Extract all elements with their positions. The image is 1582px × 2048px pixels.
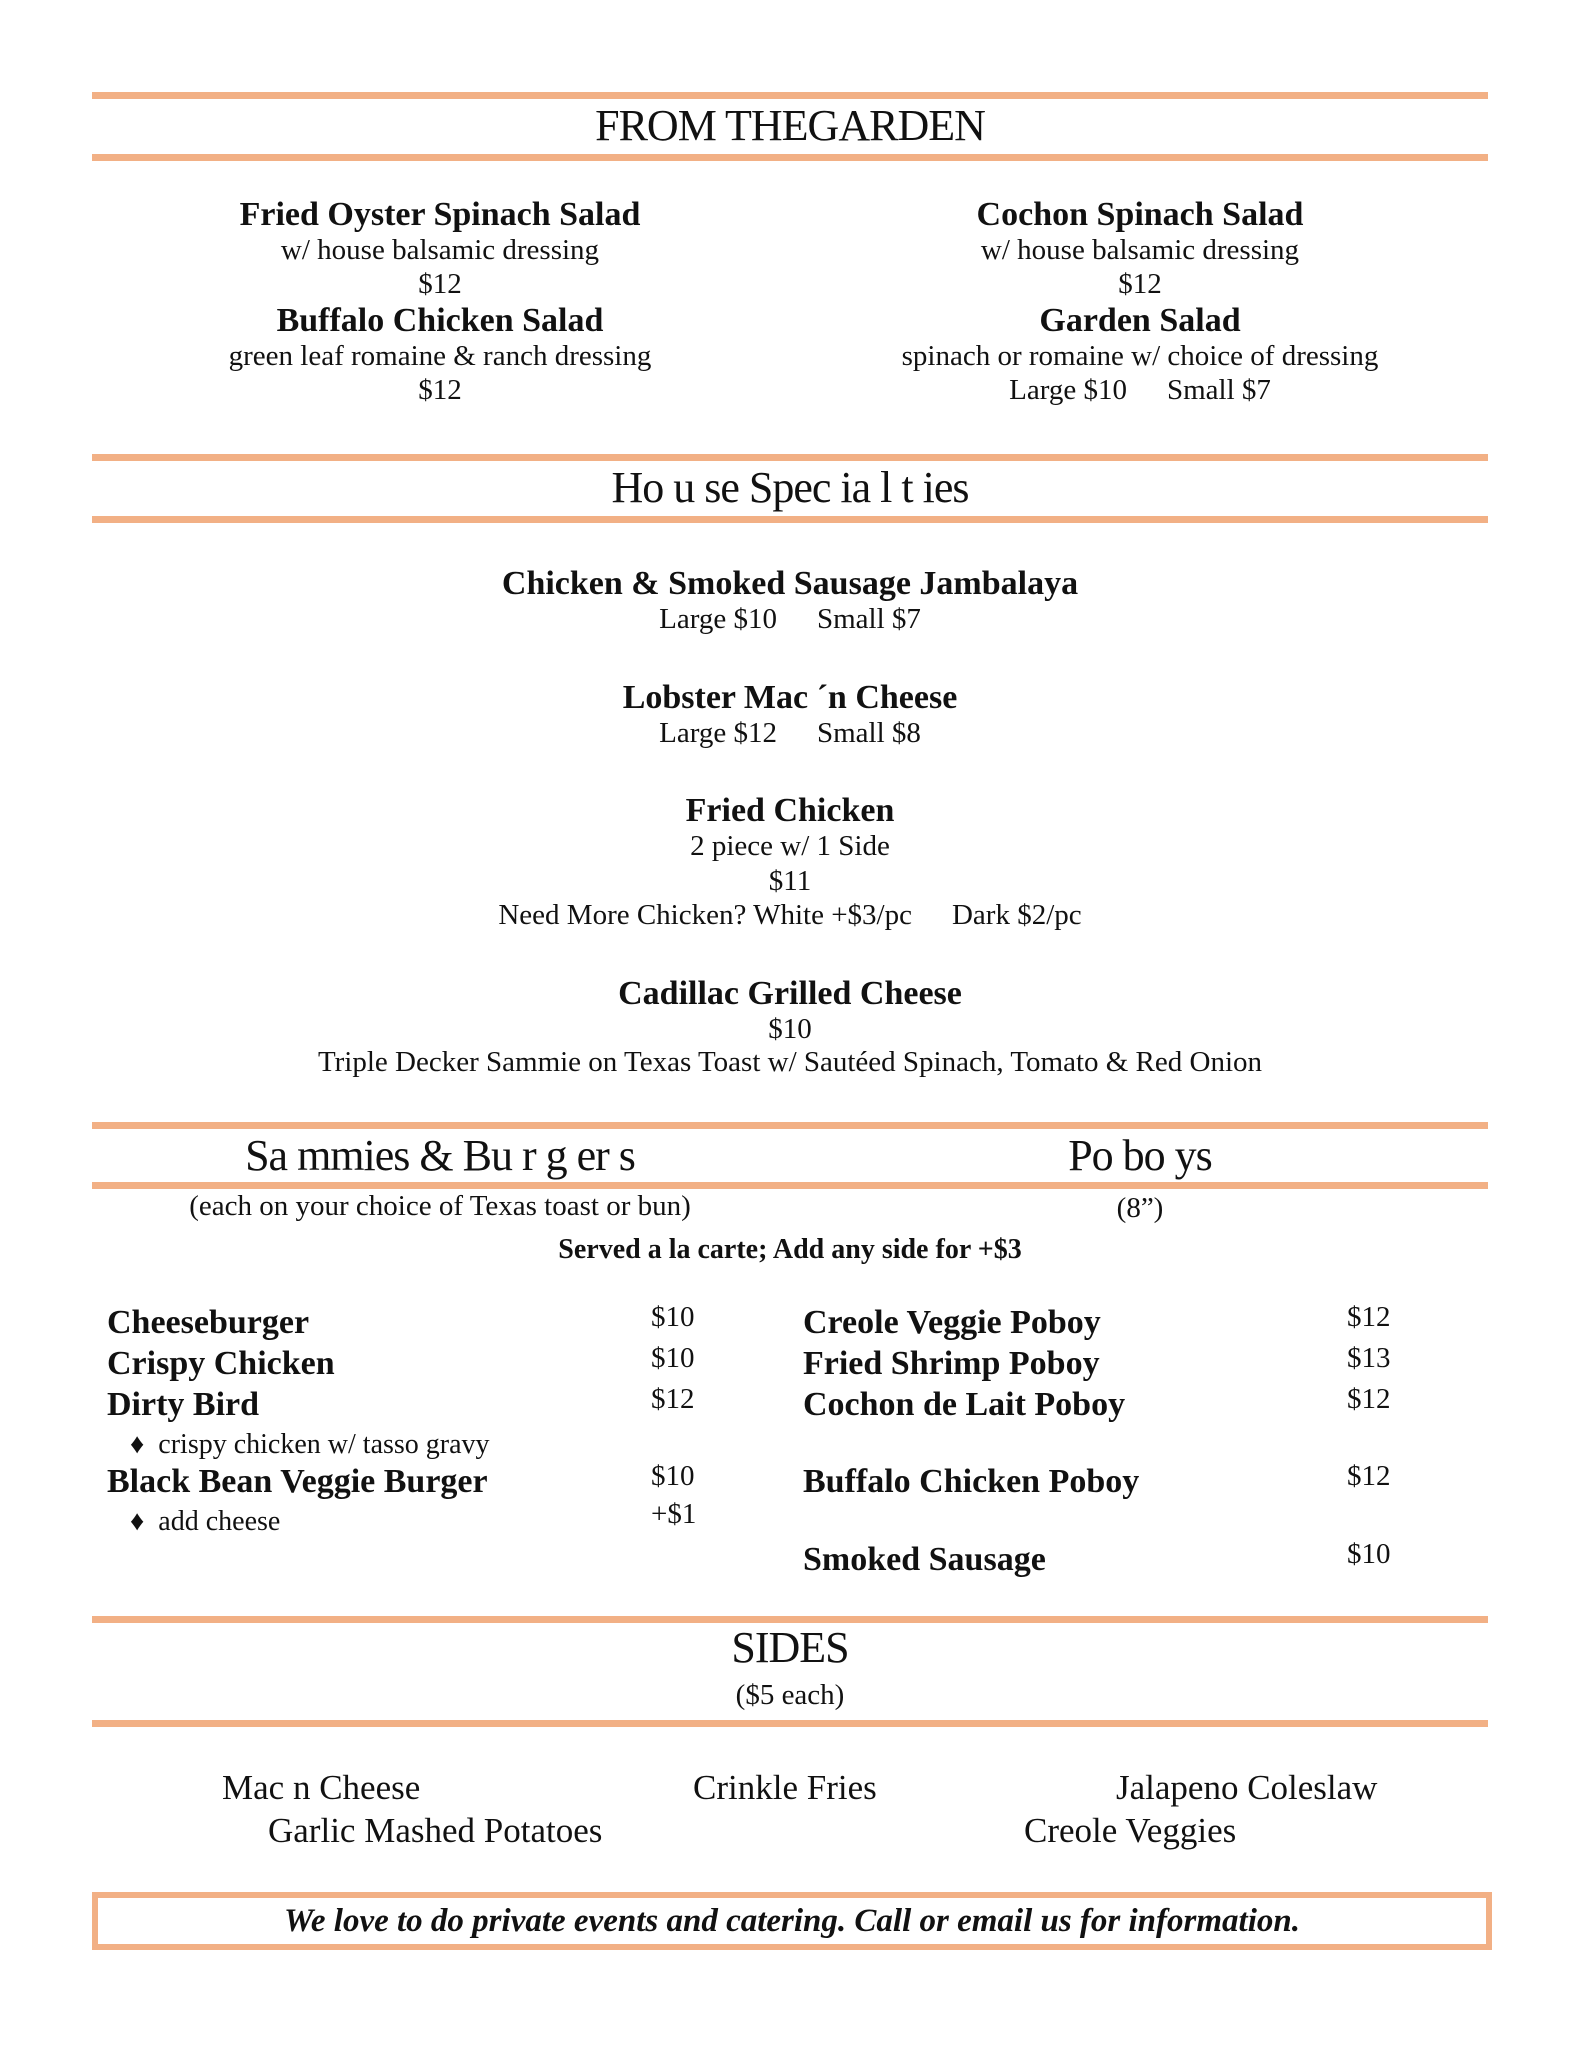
- section-rule: [92, 1122, 1488, 1129]
- item-name: Black Bean Veggie Burger: [107, 1463, 488, 1500]
- item-name: Smoked Sausage: [803, 1541, 1046, 1578]
- price-small: Small $7: [816, 603, 921, 635]
- section-rule: [92, 154, 1488, 161]
- sammies-title: Sa mmies & Bu r g er s: [245, 1131, 635, 1180]
- item-price: $12: [1347, 1301, 1391, 1333]
- sub-text: crispy chicken w/ tasso gravy: [158, 1429, 490, 1460]
- item-name: Chicken & Smoked Sausage Jambalaya: [501, 565, 1079, 602]
- item-desc: w/ house balsamic dressing: [980, 234, 1300, 266]
- price-large: Large $10: [659, 603, 777, 635]
- price-large: Large $10: [1009, 374, 1127, 406]
- side-item: Mac n Cheese: [222, 1768, 421, 1807]
- side-item: Garlic Mashed Potatoes: [268, 1811, 603, 1850]
- poboy-item: [803, 1540, 1046, 1580]
- poboy-item: [803, 1303, 1101, 1343]
- item-name: Fried Shrimp Poboy: [803, 1345, 1100, 1382]
- sammies-subtitle: (each on your choice of Texas toast or bun): [189, 1190, 691, 1222]
- item-price: $10: [651, 1460, 695, 1492]
- item-price: $12: [651, 1383, 695, 1415]
- section-rule: [92, 454, 1488, 461]
- item-name: Buffalo Chicken Salad: [276, 302, 604, 339]
- garden-left-column: [140, 196, 740, 408]
- garden-right-column: [830, 196, 1450, 408]
- specialty-fried-chicken: [92, 792, 1488, 932]
- item-price: $12: [1347, 1460, 1391, 1492]
- item-price: $11: [768, 865, 812, 897]
- item-name: Creole Veggie Poboy: [803, 1304, 1101, 1341]
- item-price: [830, 373, 1450, 408]
- item-name: Cochon Spinach Salad: [976, 196, 1304, 233]
- item-price: $12: [418, 268, 462, 300]
- item-name: Crispy Chicken: [107, 1345, 335, 1382]
- item-name: Buffalo Chicken Poboy: [803, 1463, 1140, 1500]
- section-rule: [92, 1720, 1488, 1727]
- sammie-item: [107, 1462, 488, 1502]
- item-name: Fried Chicken: [685, 792, 895, 829]
- section-rule: [92, 92, 1488, 99]
- section-rule: [92, 1182, 1488, 1189]
- sides-subtitle: ($5 each): [735, 1679, 845, 1711]
- item-name: Lobster Mac ´n Cheese: [622, 679, 958, 716]
- item-sub: [130, 1505, 280, 1539]
- catering-footer: We love to do private events and catering. Call or email us for information.: [92, 1892, 1492, 1950]
- item-price: [92, 603, 1488, 636]
- sides-title: SIDES: [731, 1623, 849, 1672]
- poboys-title: Po bo ys: [1068, 1131, 1212, 1180]
- sub-price: +$1: [651, 1498, 697, 1530]
- item-price: $12: [1347, 1383, 1391, 1415]
- sammie-item: [107, 1344, 335, 1384]
- item-price: $13: [1347, 1342, 1391, 1374]
- item-name: Fried Oyster Spinach Salad: [239, 196, 641, 233]
- poboy-item: [803, 1344, 1100, 1384]
- item-name: Dirty Bird: [107, 1386, 260, 1423]
- price-small: Small $7: [1166, 374, 1271, 406]
- item-name: Garden Salad: [1039, 302, 1241, 339]
- item-sub: [130, 1428, 490, 1462]
- item-price: $10: [651, 1342, 695, 1374]
- extra-dark: Dark $2/pc: [951, 899, 1082, 931]
- specialties-title: Ho u se Spec ia l t ies: [611, 463, 969, 512]
- poboy-item: [803, 1462, 1139, 1502]
- specialty-grilled-cheese: [92, 975, 1488, 1079]
- sub-text: add cheese: [158, 1506, 281, 1537]
- side-item: Jalapeno Coleslaw: [1116, 1768, 1378, 1807]
- sammie-item: [107, 1303, 309, 1343]
- poboys-subtitle: (8”): [1116, 1192, 1164, 1224]
- side-item: Creole Veggies: [1024, 1811, 1237, 1850]
- item-desc: spinach or romaine w/ choice of dressing: [901, 340, 1379, 372]
- item-price: $10: [768, 1013, 812, 1045]
- section-rule: [92, 516, 1488, 523]
- garden-title: FROM THEGARDEN: [595, 101, 985, 150]
- item-price: $12: [1118, 268, 1162, 300]
- a-la-carte-note: Served a la carte; Add any side for +$3: [558, 1234, 1022, 1265]
- item-name: Cochon de Lait Poboy: [803, 1386, 1126, 1423]
- price-small: Small $8: [816, 717, 921, 749]
- item-name: Cadillac Grilled Cheese: [618, 975, 962, 1012]
- item-desc: Triple Decker Sammie on Texas Toast w/ Sautéed Spinach, Tomato & Red Onion: [317, 1046, 1263, 1078]
- item-desc: 2 piece w/ 1 Side: [690, 830, 890, 862]
- item-price: $10: [651, 1301, 695, 1333]
- item-price: [92, 717, 1488, 750]
- item-price: $10: [1347, 1538, 1391, 1570]
- side-item: Crinkle Fries: [693, 1768, 877, 1807]
- specialty-lobster-mac: [92, 679, 1488, 750]
- specialty-jambalaya: [92, 565, 1488, 636]
- bullet-icon: ♦: [130, 1506, 145, 1537]
- price-large: Large $12: [659, 717, 777, 749]
- item-desc: green leaf romaine & ranch dressing: [228, 340, 652, 372]
- item-price: $12: [418, 374, 462, 406]
- bullet-icon: ♦: [130, 1429, 145, 1460]
- item-desc: w/ house balsamic dressing: [280, 234, 600, 266]
- item-extra: [92, 899, 1488, 932]
- item-name: Cheeseburger: [107, 1304, 310, 1341]
- extra-white: Need More Chicken? White +$3/pc: [498, 899, 912, 931]
- sammie-item: [107, 1385, 259, 1425]
- poboy-item: [803, 1385, 1125, 1425]
